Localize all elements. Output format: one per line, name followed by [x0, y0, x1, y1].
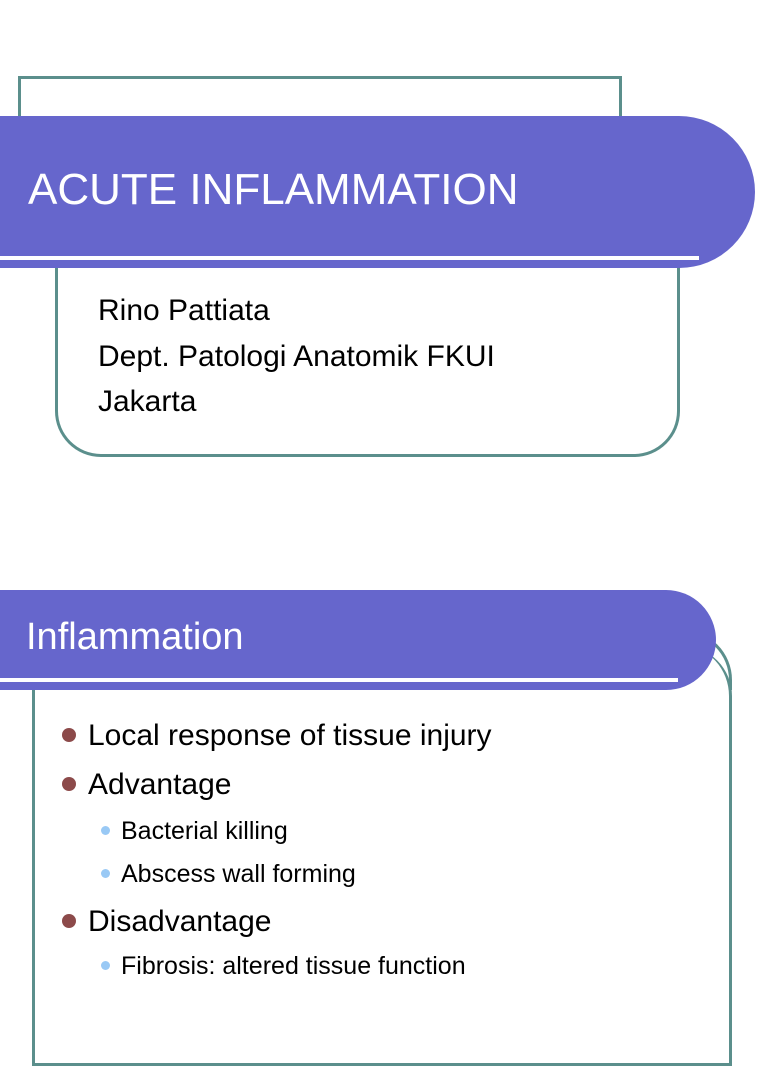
bullet-dot-icon	[62, 728, 76, 742]
content-frame	[32, 646, 732, 1066]
content-slide	[0, 520, 768, 1024]
title-underline	[0, 678, 678, 682]
slide-title: Inflammation	[26, 616, 244, 658]
sub-bullet-dot-icon	[101, 869, 110, 878]
bullet-dot-icon	[62, 914, 76, 928]
list-item: Local response of tissue injury	[88, 719, 492, 752]
author-department: Dept. Patologi Anatomik FKUI	[98, 339, 495, 373]
sub-bullet-dot-icon	[101, 826, 110, 835]
list-item: Disadvantage	[88, 905, 272, 938]
sub-list-item: Abscess wall forming	[121, 860, 356, 888]
sub-list-item: Bacterial killing	[121, 817, 288, 845]
subtitle-block	[98, 292, 495, 429]
slide-title: ACUTE INFLAMMATION	[28, 165, 519, 214]
title-underline	[0, 256, 699, 260]
sub-list-item: Fibrosis: altered tissue function	[121, 952, 466, 980]
list-item: Advantage	[88, 768, 232, 801]
author-city: Jakarta	[98, 385, 197, 418]
bullet-dot-icon	[62, 777, 76, 791]
sub-bullet-dot-icon	[101, 961, 110, 970]
title-slide	[0, 0, 768, 500]
author-name: Rino Pattiata	[98, 294, 270, 327]
